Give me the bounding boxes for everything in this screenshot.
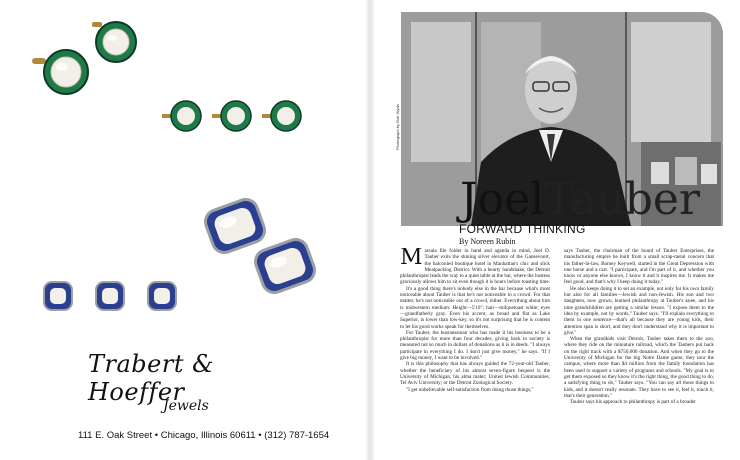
store-address: 111 E. Oak Street • Chicago, Illinois 60611 • (312) 787-1654 [78, 430, 330, 441]
article-page [374, 0, 740, 460]
sapphire-stud-1 [44, 282, 72, 310]
paragraph: When the grandkids visit Detroit, Tauber takes them to the zoo, where they ride on the miniature railroad, which the Taubers put back on the right track with a $750,000 donation. And when they go to the University of Michigan for the big Notre Dame game, they tour the campus, where more than $4 million from the family foundation has been used to support a variety of programs and schools. "My goal is to get them exposed so they know it's the right thing, the good thing to do, a satisfying thing to do," Tauber says. "You can say all those things to kids, and it doesn't really resonate. They have to see it, feel it, touch it, that's their generation." [564, 336, 714, 399]
article-column-1 [400, 248, 550, 456]
cufflink-right [92, 22, 136, 62]
sapphire-stud-3 [148, 282, 176, 310]
article-column-2 [564, 248, 714, 456]
paragraph: arsala file folder in hand and agenda in mind, Joel D. Tauber exits the shining silver elevator of the Gansevoort, the balconied boutique hotel in Manhattan's chic and slick Meatpacking District. With a hearty handshake, the Detroit philanthropist leads the way to a quiet table at the bar, where the hostess graciously allows him to sit even though it is hours before toasting time. [400, 248, 550, 286]
stud-3 [262, 101, 301, 131]
photo-credit: Photograph by Rob Wyda [395, 104, 400, 150]
paragraph: Tauber says his approach to philanthropy is part of a broader [570, 399, 696, 406]
page-gutter [366, 0, 374, 460]
stud-2 [212, 101, 251, 131]
paragraph: For Tauber, the businessman who has made it his business to be a philanthropist for more than four decades, giving back to society is measured not so much in dollars of donations as it is in deeds. "I always participate in everything I do. I don't just give money," he says. "If I give big money, I want to be involved." [400, 329, 550, 362]
paragraph: It's a good thing there's nobody else in the bar because what's most noticeable about Tauber is that he's not noticeable in a crowd. For that matter, he's not noticeable out of a crowd, either. Everything about him is midwestern medium: Height—5'10"; hair—milquetoast white; eyes—grandfatherly gray. Even his accent, as broad and flat as Lake Superior, is lower than low-key, so it's not surprising that he is content to let his good works speak for themselves. [400, 285, 550, 330]
article-subtitle: FORWARD THINKING [459, 222, 586, 236]
stud-1 [162, 101, 201, 131]
sapphire-stud-2 [96, 282, 124, 310]
sapphire-cufflink-upper [202, 196, 268, 256]
title-first-name: Joel [460, 174, 545, 225]
paragraph: "I get unbelievable self-satisfaction from doing those things," [406, 386, 534, 393]
emerald-studs-row [160, 96, 320, 136]
emerald-cufflinks-pair [30, 14, 150, 104]
title-last-name: Tauber [544, 174, 700, 225]
paragraph: He also keeps doing it to set an example, not only for his own family but also for all families—Jewish and non-Jewish. His son and two daughters, now grown, learned philanthropy at Tauber's knee, and his nine grandchildren are getting a similar lesson. "I expose them to the idea by example, not by words," Tauber says. "I'll explain everything to them in one sentence—that's all because they are young kids, their attention span is short, and they don't understand why it is important to give." [564, 285, 714, 336]
sapphire-cufflink-lower [252, 236, 318, 296]
brand-subtitle: Jewels [163, 398, 209, 414]
article-title [460, 174, 700, 225]
paragraph: It is this philosophy that has always guided the 72-year-old Tauber, whether the beneficiary of his almost seven-figure bequest is the University of Michigan, his alma mater; United Jewish Communities; Tel Aviv University; or the Detroit Zoological Society. [400, 361, 550, 387]
dropcap: M [400, 248, 423, 270]
article-byline: By Noreen Rubin [459, 237, 516, 246]
paragraph: says Tauber, the chairman of the board of Tauber Enterprises, the manufacturing empire he built from a small scrap-metal concern that his father-in-law, Barney Keywell, started in the Great Depression with one horse and a cart. "I participate, and I'm part of it, and whether you know or anyone else knows, I know it and it inspires me. It makes me feel good, and that's why I keep doing it today." [564, 248, 714, 286]
advertisement-page [0, 0, 366, 460]
sapphire-cufflinks-pair [200, 196, 320, 296]
sapphire-studs-row [40, 276, 190, 316]
cufflink-left [32, 50, 88, 94]
brand-logo: Trabert & Hoeffer [88, 350, 214, 406]
